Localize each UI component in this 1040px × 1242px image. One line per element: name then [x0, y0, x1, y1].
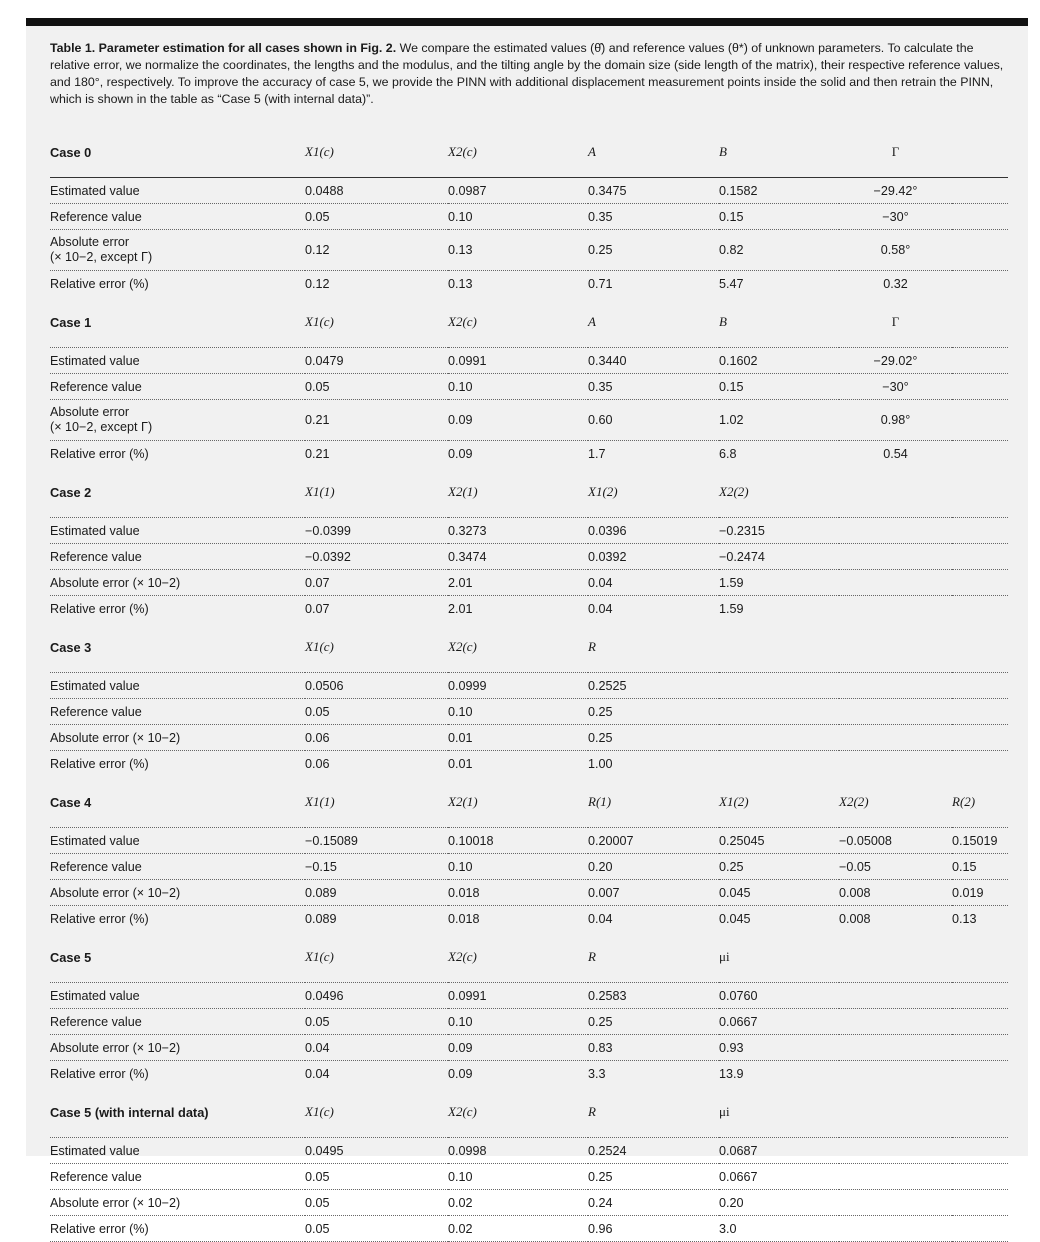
table-row-absolute — [50, 725, 1008, 751]
row-label-line: (× 10−2, except Γ) — [50, 420, 305, 435]
empty-cell — [839, 1190, 952, 1216]
empty-cell — [952, 1138, 1008, 1164]
table-row-estimated — [50, 518, 1008, 544]
cell-reference: −30° — [839, 374, 952, 400]
empty-cell — [952, 230, 1008, 271]
parameter-symbol: Γ — [839, 296, 952, 348]
case-header-row — [50, 466, 1008, 518]
table-row-reference — [50, 1009, 1008, 1035]
table-row-relative — [50, 441, 1008, 467]
row-label: Estimated value — [50, 348, 305, 374]
parameter-symbol: X1(2) — [719, 776, 839, 828]
cell-absolute: 0.04 — [588, 570, 719, 596]
cell-absolute: 0.58° — [839, 230, 952, 271]
case-name: Case 1 — [50, 296, 305, 348]
cell-relative: 3.0 — [719, 1216, 839, 1242]
cell-absolute: 0.98° — [839, 400, 952, 441]
cell-estimated: 0.0495 — [305, 1138, 448, 1164]
empty-cell — [719, 725, 839, 751]
cell-reference: −0.15 — [305, 854, 448, 880]
table-row-absolute — [50, 230, 1008, 271]
cell-relative: 0.13 — [448, 271, 588, 297]
cell-relative: 0.008 — [839, 906, 952, 932]
row-label: Reference value — [50, 854, 305, 880]
cell-relative: 0.13 — [952, 906, 1008, 932]
cell-absolute: 0.008 — [839, 880, 952, 906]
cell-absolute: 0.02 — [448, 1190, 588, 1216]
cell-reference: 0.35 — [588, 374, 719, 400]
cell-reference: 0.05 — [305, 1009, 448, 1035]
parameter-symbol: X1(c) — [305, 296, 448, 348]
cell-reference: 0.35 — [588, 204, 719, 230]
empty-cell — [839, 1009, 952, 1035]
empty-cell — [952, 983, 1008, 1009]
cell-relative: 0.54 — [839, 441, 952, 467]
table-row-reference — [50, 544, 1008, 570]
cell-relative: 0.71 — [588, 271, 719, 297]
cell-estimated: 0.15019 — [952, 828, 1008, 854]
cell-estimated: 0.20007 — [588, 828, 719, 854]
row-label: Estimated value — [50, 1138, 305, 1164]
row-label-line: Absolute error — [50, 235, 305, 250]
cell-absolute: 0.82 — [719, 230, 839, 271]
case-name: Case 5 (with internal data) — [50, 1086, 305, 1138]
empty-cell — [839, 1061, 952, 1087]
row-label — [50, 400, 305, 441]
empty-cell — [952, 621, 1008, 673]
cell-absolute: 0.018 — [448, 880, 588, 906]
cell-absolute: 0.09 — [448, 400, 588, 441]
cell-estimated: 0.0991 — [448, 348, 588, 374]
table-caption — [50, 40, 1008, 108]
row-label: Absolute error (× 10−2) — [50, 880, 305, 906]
cell-reference: 0.10 — [448, 699, 588, 725]
cell-reference: 0.25 — [588, 1164, 719, 1190]
cell-estimated: 0.3273 — [448, 518, 588, 544]
cell-estimated: 0.0396 — [588, 518, 719, 544]
cell-reference: 0.05 — [305, 699, 448, 725]
empty-cell — [839, 699, 952, 725]
row-label: Absolute error (× 10−2) — [50, 1190, 305, 1216]
empty-cell — [952, 725, 1008, 751]
cell-reference: −30° — [839, 204, 952, 230]
empty-cell — [839, 621, 952, 673]
cell-absolute: 1.59 — [719, 570, 839, 596]
parameter-symbol: X2(c) — [448, 1086, 588, 1138]
parameter-symbol: X2(2) — [719, 466, 839, 518]
row-label: Estimated value — [50, 518, 305, 544]
table-row-reference — [50, 374, 1008, 400]
empty-cell — [952, 348, 1008, 374]
cell-relative: 0.09 — [448, 441, 588, 467]
parameter-symbol: R(1) — [588, 776, 719, 828]
parameter-symbol: R(2) — [952, 776, 1008, 828]
cell-reference: 0.10 — [448, 374, 588, 400]
empty-cell — [952, 570, 1008, 596]
table-row-absolute — [50, 1035, 1008, 1061]
cell-relative: 0.01 — [448, 751, 588, 777]
table-page — [26, 18, 1028, 1156]
cell-relative: 1.00 — [588, 751, 719, 777]
row-label: Relative error (%) — [50, 596, 305, 622]
empty-cell — [839, 983, 952, 1009]
empty-cell — [839, 570, 952, 596]
cell-estimated: 0.0987 — [448, 178, 588, 204]
cell-relative: 0.07 — [305, 596, 448, 622]
empty-cell — [952, 699, 1008, 725]
empty-cell — [952, 931, 1008, 983]
row-label: Relative error (%) — [50, 441, 305, 467]
cell-absolute: 0.25 — [588, 230, 719, 271]
cell-absolute: 0.24 — [588, 1190, 719, 1216]
cell-reference: 0.05 — [305, 374, 448, 400]
parameter-symbol: X1(c) — [305, 1086, 448, 1138]
empty-cell — [839, 1164, 952, 1190]
cell-estimated: 0.0496 — [305, 983, 448, 1009]
case-header-row — [50, 1086, 1008, 1138]
parameter-symbol: R — [588, 621, 719, 673]
cell-estimated: 0.0488 — [305, 178, 448, 204]
cell-relative: 0.018 — [448, 906, 588, 932]
parameter-symbol: B — [719, 296, 839, 348]
empty-cell — [952, 596, 1008, 622]
table-row-absolute — [50, 880, 1008, 906]
parameter-symbol: X1(c) — [305, 126, 448, 178]
cell-relative: 13.9 — [719, 1061, 839, 1087]
caption-text: We compare the estimated values (θ̂) and reference values (θ*) of unknown parameters. To calculate the relative error, we normalize the coordinates, the lengths and the modulus, and the tilting angle by the domain size (side length of the matrix), their respective reference values, and 180°, respectively. To improve the accuracy of case 5, we provide the PINN with additional displacement measurement points inside the solid and then retrain the PINN, which is shown in the table as “Case 5 (with internal data)”. — [50, 41, 1003, 106]
cell-estimated: 0.0999 — [448, 673, 588, 699]
cell-relative: 0.04 — [588, 906, 719, 932]
case-name: Case 2 — [50, 466, 305, 518]
cell-absolute: 0.60 — [588, 400, 719, 441]
empty-cell — [952, 296, 1008, 348]
parameter-symbol: B — [719, 126, 839, 178]
cell-estimated: −0.05008 — [839, 828, 952, 854]
row-label: Reference value — [50, 374, 305, 400]
row-label: Estimated value — [50, 983, 305, 1009]
row-label: Estimated value — [50, 673, 305, 699]
parameter-symbol: X1(2) — [588, 466, 719, 518]
table-row-estimated — [50, 828, 1008, 854]
parameter-table-body — [50, 126, 1008, 1242]
table-row-estimated — [50, 983, 1008, 1009]
cell-relative: 0.06 — [305, 751, 448, 777]
empty-cell — [952, 271, 1008, 297]
cell-absolute: 0.007 — [588, 880, 719, 906]
parameter-symbol: A — [588, 126, 719, 178]
empty-cell — [839, 544, 952, 570]
table-row-relative — [50, 1061, 1008, 1087]
case-name: Case 3 — [50, 621, 305, 673]
cell-absolute: 0.21 — [305, 400, 448, 441]
cell-reference: 0.25 — [588, 1009, 719, 1035]
row-label: Relative error (%) — [50, 271, 305, 297]
cell-absolute: 0.09 — [448, 1035, 588, 1061]
empty-cell — [952, 518, 1008, 544]
case-header-row — [50, 931, 1008, 983]
cell-absolute: 0.07 — [305, 570, 448, 596]
cell-absolute: 0.13 — [448, 230, 588, 271]
parameter-symbol: X2(1) — [448, 466, 588, 518]
cell-relative: 0.96 — [588, 1216, 719, 1242]
empty-cell — [839, 518, 952, 544]
row-label: Relative error (%) — [50, 751, 305, 777]
empty-cell — [719, 673, 839, 699]
table-row-relative — [50, 1216, 1008, 1242]
table-row-absolute — [50, 400, 1008, 441]
parameter-symbol: μi — [719, 931, 839, 983]
cell-absolute: 0.019 — [952, 880, 1008, 906]
cell-estimated: 0.10018 — [448, 828, 588, 854]
table-row-estimated — [50, 348, 1008, 374]
row-label: Reference value — [50, 699, 305, 725]
empty-cell — [952, 1086, 1008, 1138]
cell-reference: 0.05 — [305, 204, 448, 230]
cell-reference: 0.15 — [952, 854, 1008, 880]
empty-cell — [952, 441, 1008, 467]
cell-reference: 0.3474 — [448, 544, 588, 570]
cell-estimated: −0.15089 — [305, 828, 448, 854]
cell-estimated: 0.3440 — [588, 348, 719, 374]
table-row-estimated — [50, 673, 1008, 699]
cell-relative: 0.21 — [305, 441, 448, 467]
cell-relative: 1.7 — [588, 441, 719, 467]
empty-cell — [839, 466, 952, 518]
empty-cell — [839, 1086, 952, 1138]
parameter-symbol: X2(2) — [839, 776, 952, 828]
cell-relative: 0.05 — [305, 1216, 448, 1242]
case-header-row — [50, 621, 1008, 673]
cell-relative: 5.47 — [719, 271, 839, 297]
empty-cell — [952, 1009, 1008, 1035]
cell-absolute: 0.93 — [719, 1035, 839, 1061]
empty-cell — [839, 596, 952, 622]
empty-cell — [952, 126, 1008, 178]
parameter-symbol: X2(1) — [448, 776, 588, 828]
cell-relative: 0.32 — [839, 271, 952, 297]
case-name: Case 4 — [50, 776, 305, 828]
cell-reference: 0.0667 — [719, 1009, 839, 1035]
table-row-relative — [50, 271, 1008, 297]
empty-cell — [839, 1035, 952, 1061]
parameter-symbol: X1(1) — [305, 776, 448, 828]
row-label: Relative error (%) — [50, 1061, 305, 1087]
row-label: Reference value — [50, 1009, 305, 1035]
empty-cell — [952, 1061, 1008, 1087]
empty-cell — [952, 374, 1008, 400]
cell-absolute: 1.02 — [719, 400, 839, 441]
empty-cell — [719, 699, 839, 725]
table-row-estimated — [50, 1138, 1008, 1164]
cell-reference: −0.2474 — [719, 544, 839, 570]
parameter-symbol: R — [588, 931, 719, 983]
row-label-line: Absolute error — [50, 405, 305, 420]
parameter-symbol: Γ — [839, 126, 952, 178]
empty-cell — [952, 751, 1008, 777]
cell-reference: 0.0667 — [719, 1164, 839, 1190]
cell-relative: 2.01 — [448, 596, 588, 622]
cell-absolute: 0.12 — [305, 230, 448, 271]
row-label: Reference value — [50, 204, 305, 230]
cell-reference: 0.10 — [448, 1009, 588, 1035]
cell-relative: 6.8 — [719, 441, 839, 467]
empty-cell — [952, 544, 1008, 570]
cell-estimated: 0.1582 — [719, 178, 839, 204]
cell-absolute: 0.06 — [305, 725, 448, 751]
caption-title: Table 1. Parameter estimation for all cases shown in Fig. 2. — [50, 41, 396, 55]
cell-estimated: 0.0506 — [305, 673, 448, 699]
cell-absolute: 0.01 — [448, 725, 588, 751]
empty-cell — [952, 1164, 1008, 1190]
table-row-reference — [50, 699, 1008, 725]
table-row-absolute — [50, 570, 1008, 596]
row-label: Estimated value — [50, 828, 305, 854]
cell-estimated: 0.1602 — [719, 348, 839, 374]
parameter-symbol: X2(c) — [448, 126, 588, 178]
row-label-line: (× 10−2, except Γ) — [50, 250, 305, 265]
row-label: Absolute error (× 10−2) — [50, 725, 305, 751]
table-row-reference — [50, 1164, 1008, 1190]
cell-relative: 0.12 — [305, 271, 448, 297]
empty-cell — [839, 673, 952, 699]
top-rule — [26, 18, 1028, 26]
table-row-relative — [50, 596, 1008, 622]
row-label: Absolute error (× 10−2) — [50, 1035, 305, 1061]
empty-cell — [952, 673, 1008, 699]
row-label: Estimated value — [50, 178, 305, 204]
cell-reference: 0.10 — [448, 854, 588, 880]
cell-relative: 0.04 — [305, 1061, 448, 1087]
empty-cell — [952, 1190, 1008, 1216]
empty-cell — [839, 725, 952, 751]
table-row-relative — [50, 906, 1008, 932]
cell-estimated: 0.0479 — [305, 348, 448, 374]
cell-reference: −0.0392 — [305, 544, 448, 570]
cell-relative: 0.089 — [305, 906, 448, 932]
cell-reference: 0.25 — [588, 699, 719, 725]
cell-reference: 0.10 — [448, 204, 588, 230]
parameter-symbol: X2(c) — [448, 621, 588, 673]
cell-absolute: 0.045 — [719, 880, 839, 906]
empty-cell — [952, 178, 1008, 204]
cell-absolute: 0.83 — [588, 1035, 719, 1061]
parameter-symbol: R — [588, 1086, 719, 1138]
cell-estimated: 0.25045 — [719, 828, 839, 854]
case-header-row — [50, 126, 1008, 178]
cell-reference: 0.25 — [719, 854, 839, 880]
cell-reference: 0.15 — [719, 374, 839, 400]
table-row-absolute — [50, 1190, 1008, 1216]
cell-absolute: 0.25 — [588, 725, 719, 751]
cell-absolute: 0.089 — [305, 880, 448, 906]
parameter-symbol: X1(1) — [305, 466, 448, 518]
row-label: Reference value — [50, 1164, 305, 1190]
empty-cell — [952, 1035, 1008, 1061]
cell-estimated: 0.0991 — [448, 983, 588, 1009]
cell-absolute: 0.04 — [305, 1035, 448, 1061]
empty-cell — [839, 1216, 952, 1242]
cell-reference: 0.20 — [588, 854, 719, 880]
parameter-symbol: A — [588, 296, 719, 348]
empty-cell — [952, 1216, 1008, 1242]
empty-cell — [719, 621, 839, 673]
case-name: Case 0 — [50, 126, 305, 178]
cell-relative: 3.3 — [588, 1061, 719, 1087]
cell-estimated: −29.42° — [839, 178, 952, 204]
cell-reference: −0.05 — [839, 854, 952, 880]
parameter-symbol: X1(c) — [305, 931, 448, 983]
parameter-symbol: X2(c) — [448, 931, 588, 983]
row-label — [50, 230, 305, 271]
cell-relative: 0.045 — [719, 906, 839, 932]
cell-estimated: 0.2525 — [588, 673, 719, 699]
parameter-symbol: X2(c) — [448, 296, 588, 348]
empty-cell — [839, 931, 952, 983]
cell-estimated: −0.2315 — [719, 518, 839, 544]
parameter-symbol: μi — [719, 1086, 839, 1138]
case-name: Case 5 — [50, 931, 305, 983]
cell-reference: 0.05 — [305, 1164, 448, 1190]
table-row-relative — [50, 751, 1008, 777]
cell-estimated: 0.2524 — [588, 1138, 719, 1164]
parameter-table — [50, 126, 1008, 1242]
empty-cell — [839, 1138, 952, 1164]
cell-estimated: 0.0998 — [448, 1138, 588, 1164]
cell-absolute: 0.05 — [305, 1190, 448, 1216]
row-label: Absolute error (× 10−2) — [50, 570, 305, 596]
case-header-row — [50, 296, 1008, 348]
cell-reference: 0.10 — [448, 1164, 588, 1190]
empty-cell — [952, 466, 1008, 518]
empty-cell — [952, 400, 1008, 441]
cell-estimated: 0.3475 — [588, 178, 719, 204]
empty-cell — [719, 751, 839, 777]
parameter-symbol: X1(c) — [305, 621, 448, 673]
table-row-estimated — [50, 178, 1008, 204]
cell-estimated: −29.02° — [839, 348, 952, 374]
case-header-row — [50, 776, 1008, 828]
cell-reference: 0.15 — [719, 204, 839, 230]
cell-relative: 0.04 — [588, 596, 719, 622]
cell-absolute: 0.20 — [719, 1190, 839, 1216]
cell-estimated: −0.0399 — [305, 518, 448, 544]
row-label: Reference value — [50, 544, 305, 570]
table-row-reference — [50, 854, 1008, 880]
cell-estimated: 0.2583 — [588, 983, 719, 1009]
empty-cell — [839, 751, 952, 777]
table-row-reference — [50, 204, 1008, 230]
cell-relative: 0.09 — [448, 1061, 588, 1087]
row-label: Relative error (%) — [50, 906, 305, 932]
row-label: Relative error (%) — [50, 1216, 305, 1242]
cell-reference: 0.0392 — [588, 544, 719, 570]
cell-estimated: 0.0687 — [719, 1138, 839, 1164]
empty-cell — [952, 204, 1008, 230]
cell-absolute: 2.01 — [448, 570, 588, 596]
cell-estimated: 0.0760 — [719, 983, 839, 1009]
cell-relative: 0.02 — [448, 1216, 588, 1242]
cell-relative: 1.59 — [719, 596, 839, 622]
